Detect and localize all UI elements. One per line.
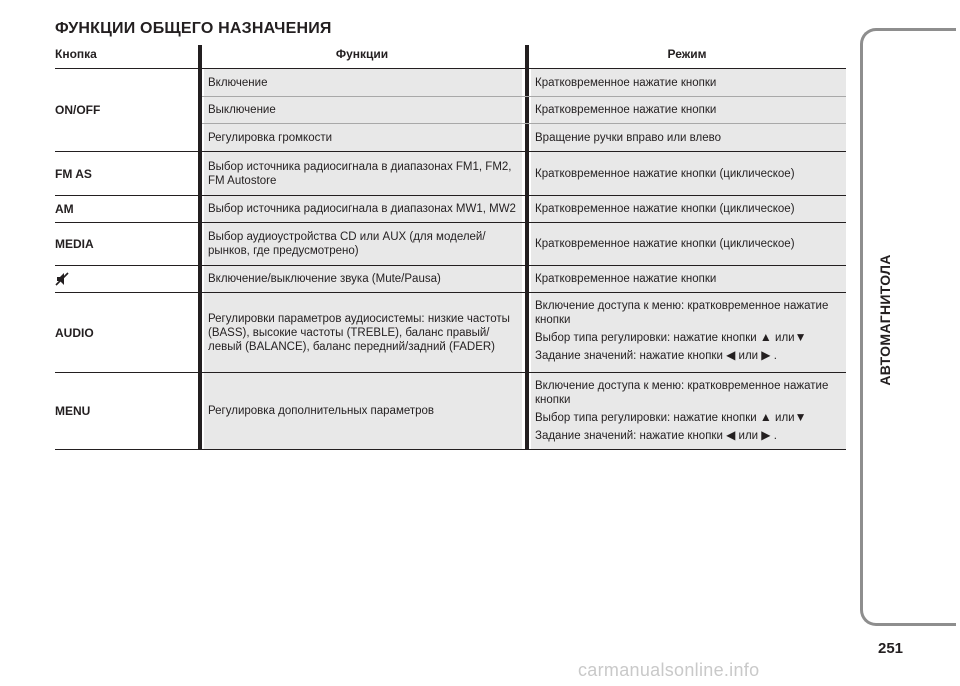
mode-line [535, 330, 846, 345]
table-row: Регулировки параметров аудиосистемы: низкие частоты (BASS), высокие частоты (TREBLE), баланс правый/левый (BALANCE), баланс передний/задний (FADER) [204, 293, 522, 372]
mute-icon [55, 272, 69, 286]
header-button: Кнопка [55, 47, 97, 61]
table-row: Кратковременное нажатие кнопки [531, 266, 846, 292]
table-row: Выбор источника радиосигнала в диапазонах FM1, FM2, FM Autostore [204, 152, 522, 195]
table-row: Регулировка дополнительных параметров [204, 373, 522, 449]
key-fm-as: FM AS [55, 166, 92, 181]
key-menu: MENU [55, 404, 91, 418]
table-row: Выбор источника радиосигнала в диапазонах MW1, MW2 [204, 196, 522, 222]
arrow-left-icon: ◀ [726, 428, 736, 442]
mode-line [535, 348, 846, 363]
table-row [531, 373, 846, 449]
table-row: Включение [204, 69, 522, 96]
mode-line [535, 428, 846, 443]
period-text: . [773, 350, 777, 362]
key-audio: AUDIO [55, 325, 94, 340]
table-row: Выбор аудиоустройства CD или AUX (для моделей/рынков, где предусмотрено) [204, 223, 522, 265]
table-row: Включение/выключение звука (Mute/Pausa) [204, 266, 522, 292]
or-text: или [738, 350, 759, 362]
or-text: или [738, 430, 759, 442]
column-divider-left [198, 45, 202, 449]
key-onoff: ON/OFF [55, 103, 101, 117]
page-title: ФУНКЦИИ ОБЩЕГО НАЗНАЧЕНИЯ [55, 20, 332, 37]
table-row: Вращение ручки вправо или влево [531, 124, 846, 151]
mode-text: Задание значений: нажатие кнопки [535, 430, 723, 442]
arrow-down-icon: ▼ [794, 410, 807, 424]
key-am: AM [55, 202, 74, 216]
table-row: Выключение [204, 97, 522, 123]
key-mute [55, 266, 196, 292]
table-row: Кратковременное нажатие кнопки [531, 69, 846, 96]
side-tab [860, 28, 956, 626]
arrow-right-icon: ▶ [761, 428, 771, 442]
watermark: carmanualsonline.info [578, 660, 760, 680]
column-divider-right [525, 45, 529, 449]
mode-line: Включение доступа к меню: кратковременное нажатие кнопки [535, 300, 829, 326]
header-mode: Режим [667, 47, 707, 61]
arrow-left-icon: ◀ [726, 348, 736, 362]
or-text: или [775, 412, 795, 424]
table-rule [55, 449, 846, 450]
mode-text: Задание значений: нажатие кнопки [535, 350, 723, 362]
table-row: Кратковременное нажатие кнопки (циклическое) [531, 152, 846, 195]
period-text: . [773, 430, 777, 442]
side-tab-label: АВТОМАГНИТОЛА [877, 254, 893, 386]
mode-text: Выбор типа регулировки: нажатие кнопки [535, 332, 757, 344]
mode-line: Включение доступа к меню: кратковременное нажатие кнопки [535, 380, 829, 406]
or-text: или [775, 332, 795, 344]
table-row: Кратковременное нажатие кнопки (циклическое) [531, 196, 846, 222]
table-row: Кратковременное нажатие кнопки [531, 97, 846, 123]
arrow-down-icon: ▼ [794, 330, 807, 344]
table-row: Кратковременное нажатие кнопки (циклическое) [531, 223, 846, 265]
table-row [531, 293, 846, 372]
key-media: MEDIA [55, 237, 94, 251]
arrow-right-icon: ▶ [761, 348, 771, 362]
arrow-up-icon: ▲ [759, 330, 772, 344]
mode-text: Выбор типа регулировки: нажатие кнопки [535, 412, 757, 424]
mode-line [535, 410, 846, 425]
page-number: 251 [878, 640, 904, 657]
header-function: Функции [335, 47, 389, 61]
table-row: Регулировка громкости [204, 124, 522, 151]
arrow-up-icon: ▲ [759, 410, 772, 424]
